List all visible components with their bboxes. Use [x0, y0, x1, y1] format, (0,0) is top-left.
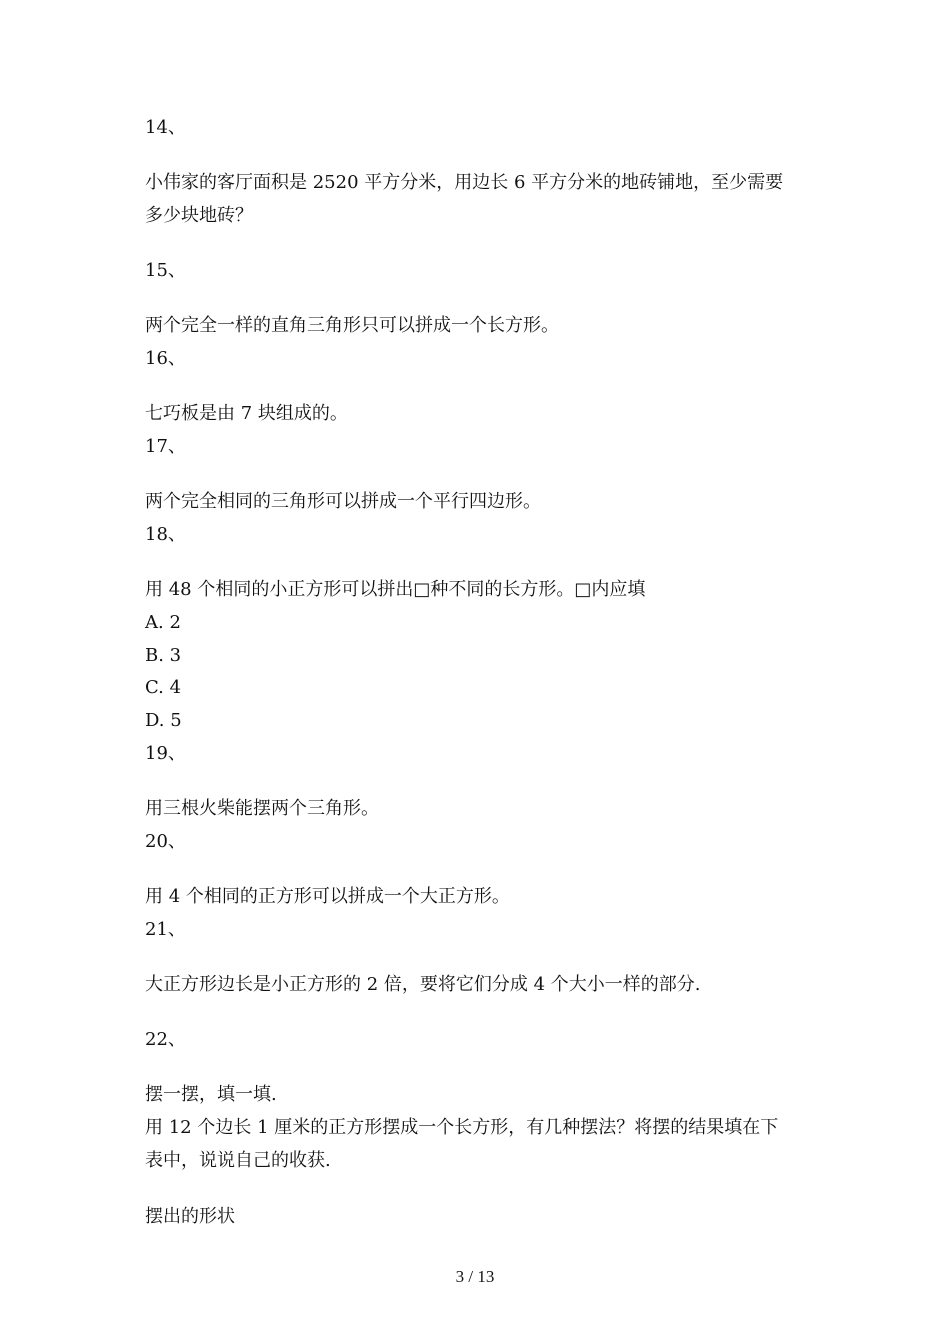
question-text: 表中，说说自己的收获.	[145, 1150, 331, 1171]
question-text: 用 12 个边长 1 厘米的正方形摆成一个长方形，有几种摆法？将摆的结果填在下	[145, 1117, 779, 1138]
question-text: 七巧板是由 7 块组成的。	[145, 403, 348, 424]
question-text: 用 4 个相同的正方形可以拼成一个大正方形。	[145, 886, 510, 907]
option-a: A. 2	[145, 612, 181, 633]
question-text: 两个完全一样的直角三角形只可以拼成一个长方形。	[145, 315, 559, 336]
option-c: C. 4	[145, 677, 182, 698]
question-text: 小伟家的客厅面积是 2520 平方分米，用边长 6 平方分米的地砖铺地，至少需要	[145, 172, 784, 193]
question-number: 17、	[145, 436, 186, 457]
question-number: 15、	[145, 260, 186, 281]
question-number: 22、	[145, 1029, 186, 1050]
question-number: 21、	[145, 919, 186, 940]
question-number: 19、	[145, 743, 186, 764]
question-text: 多少块地砖？	[145, 205, 253, 226]
option-d: D. 5	[145, 710, 182, 731]
option-b: B. 3	[145, 645, 182, 666]
question-text: 两个完全相同的三角形可以拼成一个平行四边形。	[145, 491, 541, 512]
question-text: 大正方形边长是小正方形的 2 倍，要将它们分成 4 个大小一样的部分.	[145, 974, 701, 995]
question-number: 16、	[145, 348, 186, 369]
question-number: 14、	[145, 117, 186, 138]
table-heading: 摆出的形状	[145, 1206, 235, 1227]
page-indicator: 3 / 13	[455, 1267, 495, 1286]
question-text: 用三根火柴能摆两个三角形。	[145, 798, 379, 819]
question-number: 18、	[145, 524, 186, 545]
question-number: 20、	[145, 831, 186, 852]
question-text: 摆一摆，填一填.	[145, 1084, 277, 1105]
question-text: 用 48 个相同的小正方形可以拼出□种不同的长方形。□内应填	[145, 579, 646, 600]
